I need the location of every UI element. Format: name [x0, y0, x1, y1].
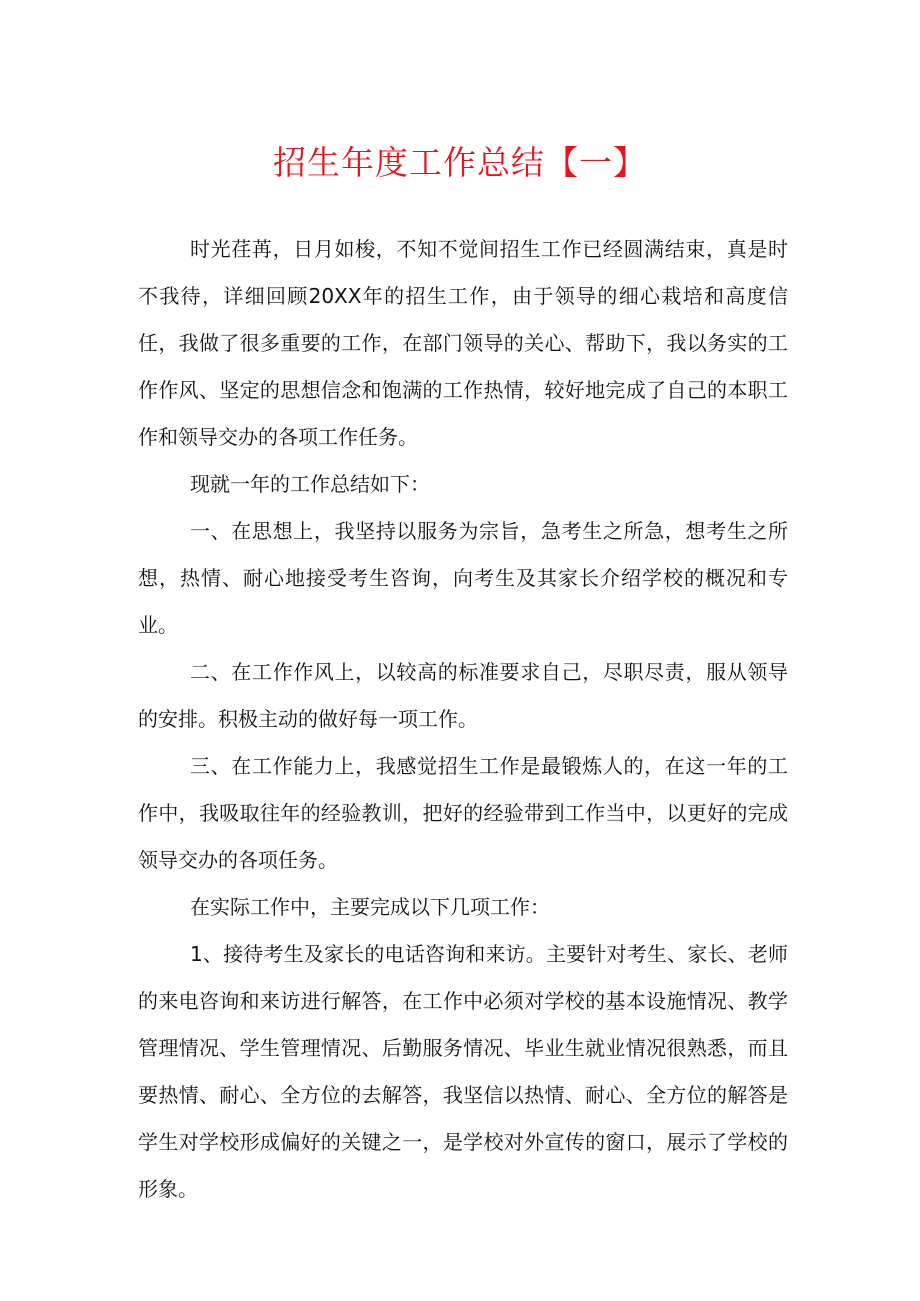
paragraph-intro: 时光荏苒，日月如梭，不知不觉间招生工作已经圆满结束，真是时不我待，详细回顾20XX年的招生工作，由于领导的细心栽培和高度信任，我做了很多重要的工作，在部门领导的关心、帮助下，我以务实的工作作风、坚定的思想信念和饱满的工作热情，较好地完成了自己的本职工作和领导交办的各项工作任务。: [138, 237, 788, 449]
document-title: 招生年度工作总结【一】: [273, 143, 647, 182]
paragraph-work-ability: 三、在工作能力上，我感觉招生工作是最锻炼人的，在这一年的工作中，我吸取往年的经验教训，把好的经验带到工作当中，以更好的完成领导交办的各项任务。: [138, 754, 788, 872]
paragraph-summary-lead: 现就一年的工作总结如下：: [190, 472, 430, 496]
paragraph-main-tasks-lead: 在实际工作中，主要完成以下几项工作：: [190, 895, 550, 919]
paragraph-work-style: 二、在工作作风上，以较高的标准要求自己，尽职尽责，服从领导的安排。积极主动的做好每一项工作。: [138, 660, 788, 731]
paragraph-thought: 一、在思想上，我坚持以服务为宗旨，急考生之所急，想考生之所想，热情、耐心地接受考生咨询，向考生及其家长介绍学校的概况和专业。: [138, 519, 788, 637]
document-body: [138, 226, 788, 1213]
paragraph-task-1: 1、接待考生及家长的电话咨询和来访。主要针对考生、家长、老师的来电咨询和来访进行解答，在工作中必须对学校的基本设施情况、教学管理情况、学生管理情况、后勤服务情况、毕业生就业情况很熟悉，而且要热情、耐心、全方位的去解答，我坚信以热情、耐心、全方位的解答是学生对学校形成偏好的关键之一，是学校对外宣传的窗口，展示了学校的形象。: [138, 942, 788, 1201]
